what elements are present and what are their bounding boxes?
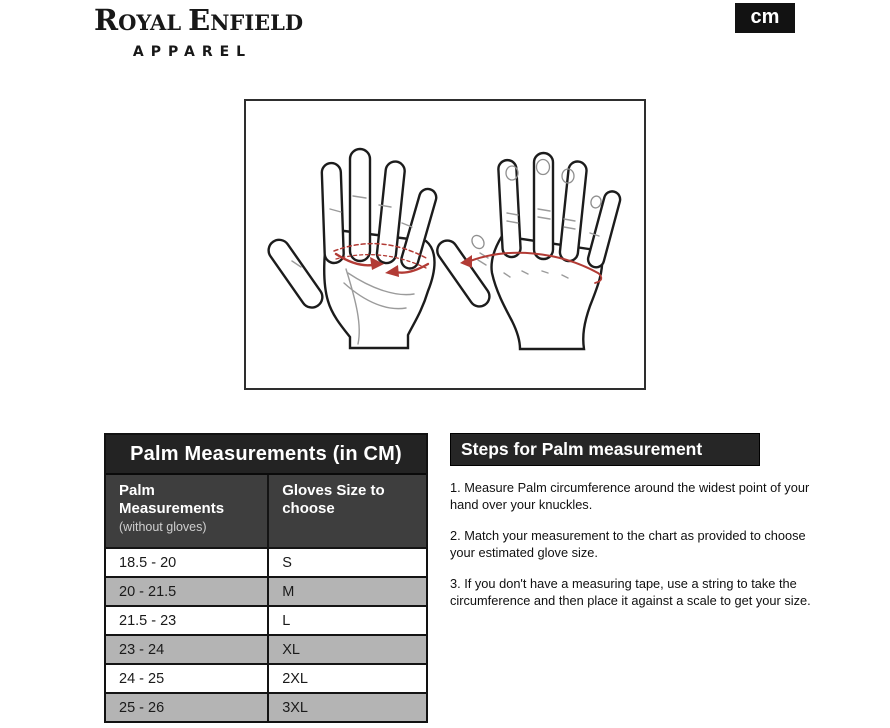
- cell-size: XL: [282, 641, 300, 658]
- steps-panel: [450, 433, 828, 609]
- hand-measurement-diagram: [244, 99, 646, 390]
- cell-measurement: 21.5 - 23: [106, 607, 269, 634]
- table-header-size: [269, 475, 426, 547]
- table-header-size-label: Gloves Size to choose: [282, 482, 385, 517]
- table-row: [106, 547, 426, 576]
- unit-badge-cm: cm: [735, 3, 795, 33]
- table-title: Palm Measurements (in CM): [106, 435, 426, 475]
- brand-logo: [94, 3, 304, 60]
- brand-subtitle: APPAREL: [132, 44, 253, 60]
- brand-word-enfield: ENFIELD: [188, 3, 304, 37]
- cell-measurement: 24 - 25: [106, 665, 269, 692]
- cell-measurement: 25 - 26: [106, 694, 269, 721]
- table-row: [106, 692, 426, 721]
- cell-size: 2XL: [282, 670, 308, 687]
- table-header-palm: [106, 475, 269, 547]
- step-item-3: 3. If you don't have a measuring tape, use a string to take the circumference and then place it against a scale to get your size.: [450, 575, 811, 608]
- cell-measurement: 23 - 24: [106, 636, 269, 663]
- brand-logo-wordmark: [94, 3, 304, 42]
- cell-measurement: 20 - 21.5: [106, 578, 269, 605]
- table-row: [106, 634, 426, 663]
- cell-measurement: 18.5 - 20: [106, 549, 269, 576]
- cell-size: S: [282, 554, 292, 571]
- table-row: [106, 663, 426, 692]
- table-header-palm-label: Palm Measurements: [119, 482, 225, 517]
- table-header-row: [106, 475, 426, 547]
- cell-size: M: [282, 583, 295, 600]
- hand-measurement-illustration: [246, 101, 644, 388]
- cell-size: 3XL: [282, 699, 308, 716]
- table-row: [106, 576, 426, 605]
- palm-measurements-table: [104, 433, 428, 723]
- steps-panel-title: Steps for Palm measurement: [450, 433, 760, 466]
- step-item-2: 2. Match your measurement to the chart as provided to choose your estimated glove size.: [450, 527, 806, 561]
- table-header-palm-sublabel: (without gloves): [119, 520, 207, 535]
- cell-size: L: [282, 612, 291, 629]
- step-item-1: 1. Measure Palm circumference around the widest point of your hand over your knuckles.: [450, 480, 810, 513]
- table-row: [106, 605, 426, 634]
- brand-word-royal: ROYAL: [94, 3, 182, 37]
